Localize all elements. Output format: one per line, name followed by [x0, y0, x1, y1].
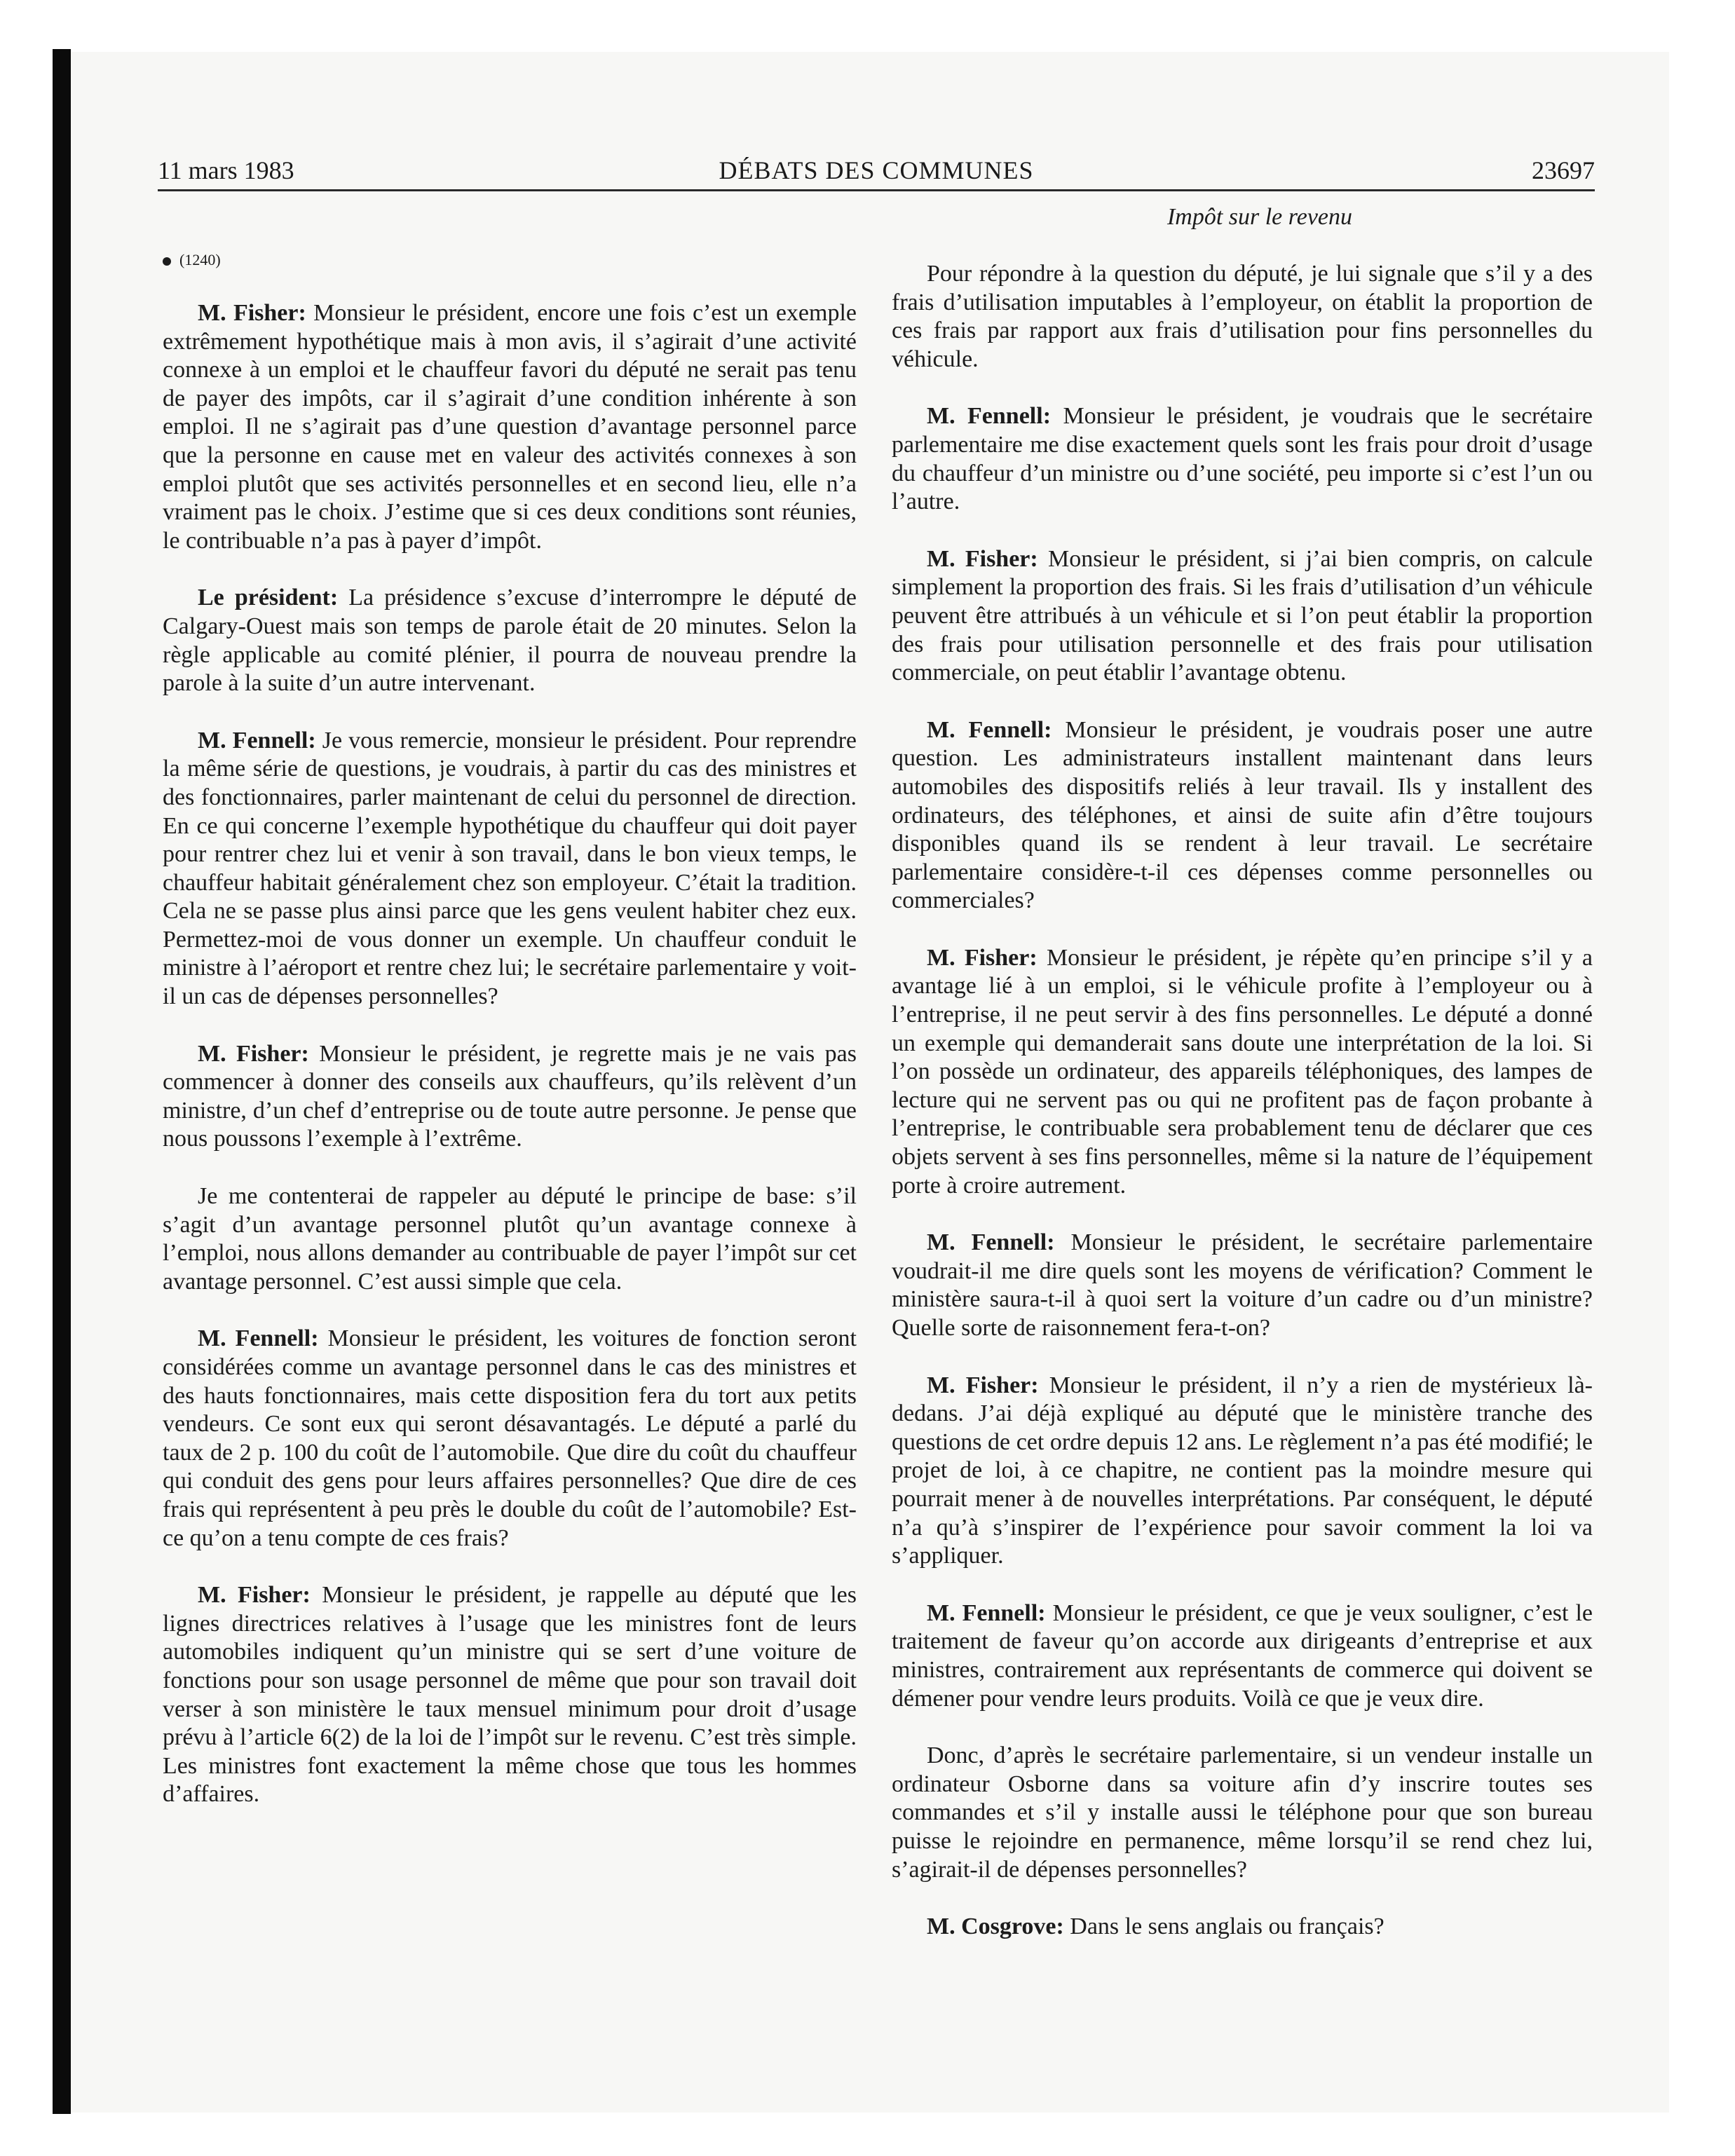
speech-text: Donc, d’après le secrétaire parlementaire, si un vendeur installe un ordinateur Osborne dans sa voiture afin d’y inscrire toutes ses commandes et s’il y installe aussi le téléphone pour que son bureau puisse le rejoindre en permanence, même lorsqu’il se rend chez lui, s’agirait-il de dépenses personnelles? — [892, 1742, 1593, 1883]
speaker-name: M. Fisher: — [198, 1040, 309, 1067]
scan-edge-bar — [53, 49, 71, 2114]
time-marker-text: (1240) — [179, 251, 221, 268]
speaker-name: M. Fisher: — [927, 545, 1038, 572]
paragraph — [163, 584, 857, 697]
speech-text: Monsieur le président, les voitures de fonction seront considérées comme un avantage personnel dans le cas des ministres et des hauts fonctionnaires, mais cette disposition fera du tort aux petits vendeurs. Ce sont eux qui seront désavantagés. Le député a parlé du taux de 2 p. 100 du coût de l’automobile. Que dire du coût du chauffeur qui conduit des gens pour leurs affaires personnelles? Que dire de ces frais qui représentent à peu près le double du coût de l’automobile? Est-ce qu’on a tenu compte de ces frais? — [163, 1325, 857, 1551]
header-page-number: 23697 — [1532, 156, 1595, 184]
speaker-name: M. Cosgrove: — [927, 1913, 1064, 1940]
speech-text: Monsieur le président, je répète qu’en principe s’il y a avantage lié à un emploi, si le véhicule profite à l’employeur ou à l’entreprise, il ne peut servir à des fins personnelles. Le député a donné un exemple qui demanderait sans doute une interprétation de la loi. Si l’on possède un ordinateur, des appareils téléphoniques, des lampes de lecture qui ne servent pas ou qui ne profitent pas de façon probante à l’entreprise, le contribuable sera probablement tenu de déclarer que ces objets servent à ses fins personnelles, même si la nature de l’équipement porte à croire autrement. — [892, 944, 1593, 1199]
speaker-name: M. Fennell: — [198, 1325, 319, 1352]
speech-text: Monsieur le président, encore une fois c’est un exemple extrêmement hypothétique mais à mon avis, il s’agirait d’une activité connexe à un emploi et le chauffeur favori du député ne serait pas tenu de payer des impôts, car il s’agirait d’une condition inhérente à son emploi. Il ne s’agirait pas d’une question d’avantage personnel parce que la personne en cause met en valeur des activités connexes à son emploi plutôt que ses activités personnelles et en second lieu, elle n’a vraiment pas le choix. J’estime que si ces deux conditions sont réunies, le contribuable n’a pas à payer d’impôt. — [163, 300, 857, 554]
paragraph — [892, 1913, 1593, 1942]
paragraph — [892, 1742, 1593, 1884]
paragraph — [163, 299, 857, 555]
paragraph — [892, 716, 1593, 915]
speech-text: Monsieur le président, je voudrais poser une autre question. Les administrateurs installent maintenant dans leurs automobiles des dispositifs reliés à leur travail. Ils y installent des ordinateurs, des téléphones, et ainsi de suite afin d’être toujours disponibles quand ils se rendent à leur travail. Le secrétaire parlementaire considère-t-il ces dépenses comme personnelles ou commerciales? — [892, 716, 1593, 914]
paragraph — [892, 545, 1593, 688]
paragraph — [892, 1229, 1593, 1342]
bullet-icon — [163, 257, 171, 266]
speech-text: Monsieur le président, je regrette mais je ne vais pas commencer à donner des conseils aux chauffeurs, qu’ils relèvent d’un ministre, d’un chef d’entreprise ou de toute autre personne. Je pense que nous poussons l’exemple à l’extrême. — [163, 1040, 857, 1152]
speaker-name: M. Fisher: — [198, 300, 306, 326]
paragraph — [892, 1599, 1593, 1713]
paragraph — [163, 1581, 857, 1809]
paragraph — [892, 944, 1593, 1200]
speaker-name: M. Fisher: — [927, 944, 1037, 971]
left-column — [163, 250, 857, 1838]
time-marker — [163, 250, 857, 271]
speech-text: Monsieur le président, il n’y a rien de mystérieux là-dedans. J’ai déjà expliqué au député que le ministère tranche des questions de cet ordre depuis 12 ans. Le règlement n’a pas été modifié; le projet de loi, à ce chapitre, ne contient pas la moindre mesure qui pourrait mener à de nouvelles interprétations. Par conséquent, le député n’a qu’à s’inspirer de l’expérience pour savoir comment la loi va s’appliquer. — [892, 1372, 1593, 1569]
header-date: 11 mars 1983 — [158, 156, 294, 184]
speaker-name: M. Fennell: — [927, 403, 1052, 430]
right-column — [892, 203, 1593, 1970]
speaker-name: M. Fisher: — [927, 1372, 1039, 1398]
speech-text: Monsieur le président, si j’ai bien compris, on calcule simplement la proportion des frais. Si les frais d’utilisation d’un véhicule peuvent être attribués à un véhicule et si l’on peut établir la proportion des frais pour utilisation personnelle et des frais pour utilisation commerciale, on peut établir l’avantage obtenu. — [892, 545, 1593, 686]
paragraph — [892, 1372, 1593, 1571]
page-header — [158, 156, 1595, 189]
header-title: DÉBATS DES COMMUNES — [719, 156, 1034, 184]
speaker-name: M. Fennell: — [927, 716, 1052, 743]
speech-text: La présidence s’excuse d’interrompre le député de Calgary-Ouest mais son temps de parole était de 20 minutes. Selon la règle applicable au comité plénier, il pourra de nouveau prendre la parole à la suite d’un autre intervenant. — [163, 585, 857, 697]
paragraph — [163, 1325, 857, 1553]
paragraph — [163, 727, 857, 1011]
paragraph — [892, 402, 1593, 516]
speech-text: Monsieur le président, je rappelle au député que les lignes directrices relatives à l’usage que les ministres font de leurs automobiles indiquent qu’un ministre qui se sert d’une voiture de fonctions pour son usage personnel de même que pour son travail doit verser à son ministère le taux mensuel minimum pour droit d’usage prévu à l’article 6(2) de la loi de l’impôt sur le revenu. C’est très simple. Les ministres font exactement la même chose que tous les hommes d’affaires. — [163, 1582, 857, 1808]
paragraph — [163, 1040, 857, 1154]
speech-text: Je me contenterai de rappeler au député le principe de base: s’il s’agit d’un avantage personnel plutôt qu’un avantage connexe à l’emploi, nous allons demander au contribuable de payer l’impôt sur cet avantage personnel. C’est aussi simple que cela. — [163, 1183, 857, 1295]
speaker-name: M. Fennell: — [927, 1599, 1046, 1626]
speaker-name: M. Fisher: — [198, 1582, 311, 1609]
speech-text: Pour répondre à la question du député, je lui signale que s’il y a des frais d’utilisation imputables à l’employeur, on établit la proportion de ces frais par rapport aux frais d’utilisation pour fins personnelles du véhicule. — [892, 261, 1593, 372]
header-rule — [158, 189, 1595, 191]
paragraph — [892, 260, 1593, 374]
speech-text: Monsieur le président, le secrétaire parlementaire voudrait-il me dire quels sont les moyens de vérification? Comment le ministère saura-t-il à quoi sert la voiture d’un cadre ou d’un ministre? Quelle sorte de raisonnement fera-t-on? — [892, 1229, 1593, 1341]
speaker-name: M. Fennell: — [927, 1229, 1055, 1256]
speech-text: Dans le sens anglais ou français? — [1063, 1913, 1384, 1940]
section-title: Impôt sur le revenu — [1166, 204, 1353, 230]
speaker-name: Le président: — [198, 585, 339, 611]
speaker-name: M. Fennell: — [198, 727, 316, 753]
speech-text: Monsieur le président, ce que je veux souligner, c’est le traitement de faveur qu’on accorde aux dirigeants d’entreprise et aux ministres, contrairement aux représentants de commerce qui doivent se démener pour vendre leurs produits. Voilà ce que je veux dire. — [892, 1599, 1593, 1712]
paragraph — [163, 1182, 857, 1296]
speech-text: Je vous remercie, monsieur le président. Pour reprendre la même série de questions, je voudrais, à partir du cas des ministres et des fonctionnaires, parler maintenant de celui du personnel de direction. En ce qui concerne l’exemple hypothétique du chauffeur qui doit payer pour rentrer chez lui et venir à son travail, dans le bon vieux temps, le chauffeur habitait généralement chez son employeur. C’était la tradition. Cela ne se passe plus ainsi parce que les gens veulent habiter chez eux. Permettez-moi de vous donner un exemple. Un chauffeur conduit le ministre à l’aéroport et rentre chez lui; le secrétaire parlementaire y voit-il un cas de dépenses personnelles? — [163, 727, 857, 1010]
speech-text: Monsieur le président, je voudrais que le secrétaire parlementaire me dise exactement quels sont les frais pour droit d’usage du chauffeur d’un ministre ou d’une société, peu importe si c’est l’un ou l’autre. — [892, 403, 1593, 515]
